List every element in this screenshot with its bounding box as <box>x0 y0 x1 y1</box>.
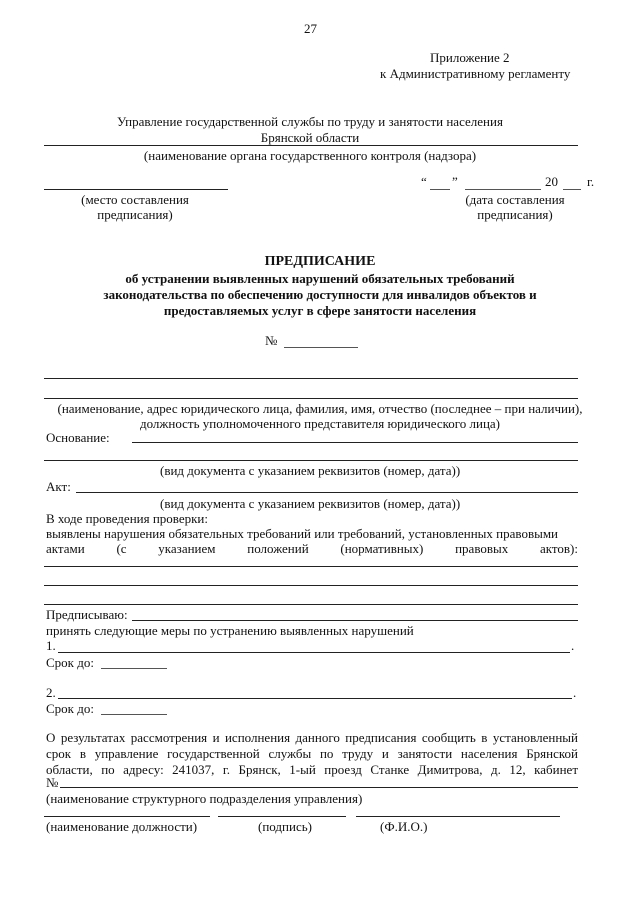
word: актов): <box>539 541 578 556</box>
deadline-1-line <box>101 668 167 669</box>
act-line <box>76 492 578 493</box>
basis-caption: (вид документа с указанием реквизитов (номер, дата)) <box>160 463 461 478</box>
authority-name: Управление государственной службы по труду и занятости населения <box>117 114 503 129</box>
act-caption: (вид документа с указанием реквизитов (номер, дата)) <box>160 496 461 511</box>
date-year-prefix: 20 <box>545 174 558 189</box>
inspection-label: В ходе проведения проверки: <box>46 511 209 526</box>
signature-line <box>218 816 346 817</box>
position-caption: (наименование должности) <box>46 819 198 834</box>
document-title: ПРЕДПИСАНИЕ <box>264 254 376 269</box>
place-caption-1: (место составления <box>81 192 189 207</box>
entity-line-2 <box>44 398 578 399</box>
title-subline-3: предоставляемых услуг в сфере занятости населения <box>163 303 477 318</box>
basis-line-2 <box>44 460 578 461</box>
entity-caption-2: должность уполномоченного представителя юридического лица) <box>139 416 501 431</box>
entity-caption-1: (наименование, адрес юридического лица, фамилия, имя, отчество (последнее – при наличии), <box>57 401 583 416</box>
word: (нормативных) <box>340 541 424 556</box>
results-number-sign: № <box>46 775 59 790</box>
results-text-3: области, по адресу: 241037, г. Брянск, 1-ый проезд Станке Димитрова, д. 12, кабинет <box>46 762 578 777</box>
title-subline-2: законодательства по обеспечению доступности для инвалидов объектов и <box>103 287 537 302</box>
deadline-2-line <box>101 714 167 715</box>
date-caption-1: (дата составления <box>465 192 565 207</box>
authority-region: Брянской области <box>260 130 360 145</box>
results-text-1: О результатах рассмотрения и исполнения данного предписания сообщить в установленный <box>46 730 578 745</box>
date-year-line <box>563 189 581 190</box>
violations-line-3 <box>44 604 578 605</box>
appendix-line-1: Приложение 2 <box>430 50 510 65</box>
results-text-2: срок в управление государственной службы по труду и занятости населения Брянской <box>46 746 578 761</box>
appendix-line-2: к Административному регламенту <box>380 66 571 81</box>
inspection-text-1: выявлены нарушения обязательных требований или требований, установленных правовыми <box>46 526 559 541</box>
item-2-number: 2. <box>46 685 56 700</box>
position-line <box>44 816 210 817</box>
word: (с <box>116 541 127 556</box>
place-line <box>44 189 228 190</box>
date-month-line <box>465 189 541 190</box>
results-line <box>60 787 578 788</box>
item-1-number: 1. <box>46 638 56 653</box>
item-2-dot: . <box>573 685 577 700</box>
violations-line-1 <box>44 566 578 567</box>
inspection-text-2 <box>46 541 578 557</box>
page-number: 27 <box>304 21 317 36</box>
place-caption-2: предписания) <box>97 207 173 222</box>
measures-label: принять следующие меры по устранению выявленных нарушений <box>46 623 414 638</box>
division-caption: (наименование структурного подразделения управления) <box>46 791 363 806</box>
deadline-1-label: Срок до: <box>46 655 94 670</box>
signature-caption: (подпись) <box>258 819 312 834</box>
prescribe-label: Предписываю: <box>46 607 128 622</box>
item-1-dot: . <box>571 638 575 653</box>
deadline-2-label: Срок до: <box>46 701 94 716</box>
basis-label: Основание: <box>46 430 110 445</box>
prescribe-line <box>132 620 578 621</box>
word: правовых <box>455 541 509 556</box>
basis-line-1 <box>132 442 578 443</box>
date-caption-2: предписания) <box>477 207 553 222</box>
item-1-line <box>58 652 570 653</box>
violations-line-2 <box>44 585 578 586</box>
number-sign: № <box>265 333 278 348</box>
act-label: Акт: <box>46 479 71 494</box>
fio-line <box>356 816 560 817</box>
date-year-suffix: г. <box>587 174 595 189</box>
authority-caption: (наименование органа государственного контроля (надзора) <box>143 148 477 163</box>
item-2-line <box>58 698 572 699</box>
authority-underline <box>44 145 578 146</box>
title-subline-1: об устранении выявленных нарушений обязательных требований <box>125 271 515 286</box>
date-quote-open: “ <box>421 174 427 189</box>
number-line <box>284 347 358 348</box>
word: положений <box>247 541 309 556</box>
entity-line-1 <box>44 378 578 379</box>
date-day-line <box>430 189 450 190</box>
word: актами <box>46 541 85 556</box>
date-quote-close: ” <box>452 174 458 189</box>
fio-caption: (Ф.И.О.) <box>380 819 428 834</box>
word: указанием <box>158 541 216 556</box>
